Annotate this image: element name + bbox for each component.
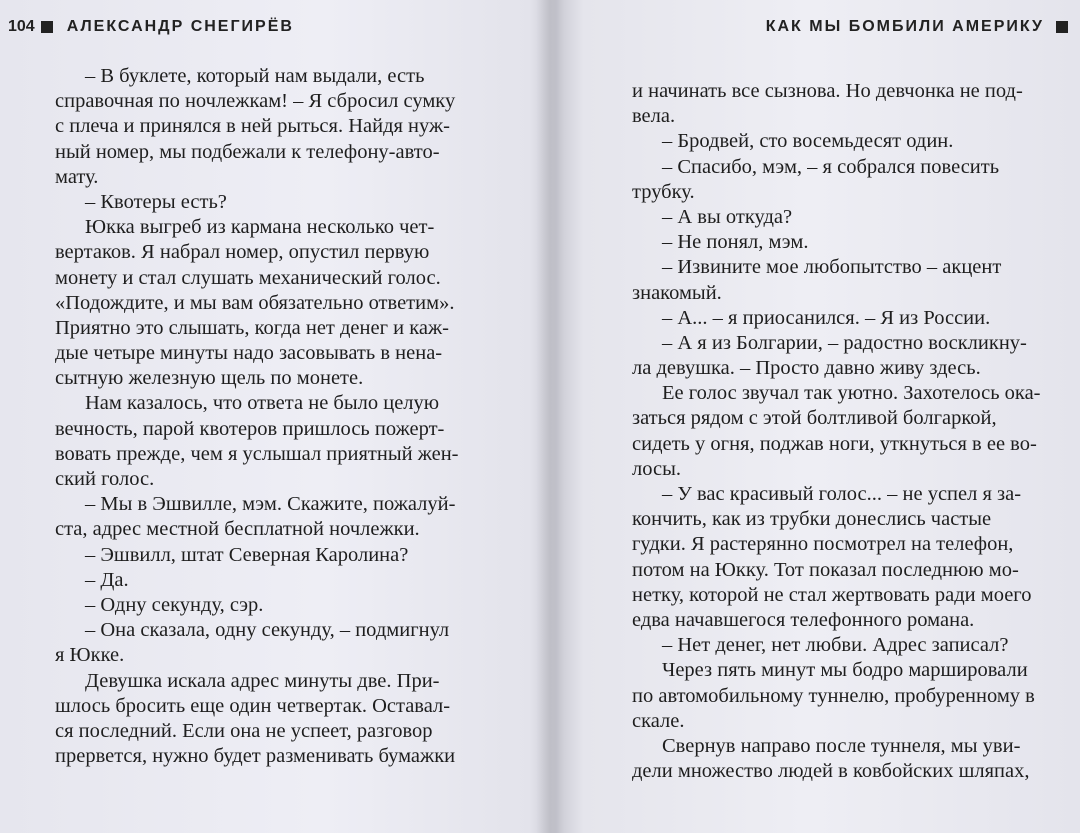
text-line: гудки. Я растерянно посмотрел на телефон, — [632, 533, 1014, 556]
text-line: Свернув направо после туннеля, мы уви- — [662, 734, 1021, 757]
text-line: с плеча и принялся в ней рыться. Найдя нуж- — [55, 115, 450, 138]
text-line: – Да. — [85, 568, 129, 591]
text-line: – У вас красивый голос... – не успел я за- — [662, 483, 1022, 505]
text-line: Ее голос звучал так уютно. Захотелось ока- — [662, 382, 1041, 405]
text-line: кончить, как из трубки донеслись частые — [632, 508, 992, 531]
text-line: – Спасибо, мэм, – я собрался повесить — [662, 155, 1000, 178]
text-line: Через пять минут мы бодро маршировали — [662, 659, 1028, 682]
chapter-title: КАК МЫ БОМБИЛИ АМЕРИКУ — [765, 18, 1044, 35]
text-line: шлось бросить еще один четвертак. Оставал- — [55, 694, 451, 717]
text-line: Девушка искала адрес минуты две. При- — [85, 669, 440, 692]
text-line: – Одну секунду, сэр. — [85, 593, 264, 616]
text-line: Нам казалось, что ответа не было целую — [85, 392, 440, 415]
text-line: потом на Юкку. Тот показал последнюю мо- — [632, 558, 1019, 581]
left-page-text — [55, 64, 519, 769]
text-line: дые четыре минуты надо засовывать в нена- — [55, 342, 443, 365]
right-running-header — [766, 14, 1068, 40]
text-line: заться рядом с этой болтливой болгаркой, — [632, 407, 997, 430]
text-line: – А... – я приосанился. – Я из России. — [662, 306, 991, 329]
author-name: АЛЕКСАНДР СНЕГИРЁВ — [66, 18, 294, 35]
text-line: едва начавшегося телефонного романа. — [632, 608, 975, 631]
text-line: сидеть у огня, поджав ноги, уткнуться в ее во- — [632, 432, 1037, 455]
text-line: – В буклете, который нам выдали, есть — [85, 65, 425, 87]
text-line: прервется, нужно будет разменивать бумажки — [55, 745, 456, 768]
text-line: – Мы в Эшвилле, мэм. Скажите, пожалуй- — [85, 493, 456, 516]
text-line: Приятно это слышать, когда нет денег и каж- — [55, 316, 449, 339]
text-line: лосы. — [632, 457, 681, 480]
text-line: ла девушка. – Просто давно живу здесь. — [632, 357, 981, 380]
text-line: ся последний. Если она не успеет, разговор — [55, 719, 433, 742]
text-line: – Извините мое любопытство – акцент — [662, 256, 1002, 279]
header-square-icon — [41, 21, 53, 33]
text-line: нетку, которой не стал жертвовать ради моего — [632, 583, 1032, 606]
text-line: ста, адрес местной бесплатной ночлежки. — [55, 518, 420, 541]
right-page — [556, 0, 1080, 833]
text-line: по автомобильному туннелю, пробуренному в — [632, 684, 1035, 707]
right-page-text — [632, 79, 1062, 784]
left-running-header — [8, 14, 294, 40]
text-line: справочная по ночлежкам! – Я сбросил сумку — [55, 90, 456, 113]
text-line: – Эшвилл, штат Северная Каролина? — [85, 543, 409, 566]
text-line: я Юкке. — [55, 644, 125, 667]
page-number: 104 — [8, 18, 35, 35]
header-square-icon — [1056, 21, 1068, 33]
text-line: – Нет денег, нет любви. Адрес записал? — [662, 634, 1009, 657]
text-line: – А я из Болгарии, – радостно воскликну- — [662, 331, 1027, 354]
text-line: вечность, парой квотеров пришлось пожерт- — [55, 417, 445, 440]
text-line: вовать прежде, чем я услышал приятный жен- — [55, 442, 459, 465]
text-line: ный номер, мы подбежали к телефону-авто- — [55, 140, 440, 163]
text-line: – Она сказала, одну секунду, – подмигнул — [85, 619, 450, 642]
text-line: ский голос. — [55, 468, 155, 490]
text-line: – Не понял, мэм. — [662, 231, 809, 254]
text-line: «Подождите, и мы вам обязательно ответим». — [55, 291, 455, 314]
text-line: – Бродвей, сто восемьдесят один. — [662, 130, 954, 153]
text-line: – Квотеры есть? — [85, 190, 227, 213]
text-line: трубку. — [632, 180, 695, 203]
text-line: вертаков. Я набрал номер, опустил первую — [55, 241, 430, 264]
text-line: Юкка выгреб из кармана несколько чет- — [85, 216, 435, 239]
text-line: знакомый. — [632, 281, 722, 304]
text-line: скале. — [632, 709, 685, 732]
text-line: мату. — [55, 165, 99, 188]
text-line: вела. — [632, 105, 676, 128]
text-line: сытную железную щель по монете. — [55, 367, 364, 390]
text-line: монету и стал слушать механический голос. — [55, 266, 441, 289]
text-line: и начинать все сызнова. Но девчонка не под- — [632, 80, 1023, 102]
text-line: дели множество людей в ковбойских шляпах, — [632, 760, 1030, 783]
text-line: – А вы откуда? — [662, 205, 793, 228]
